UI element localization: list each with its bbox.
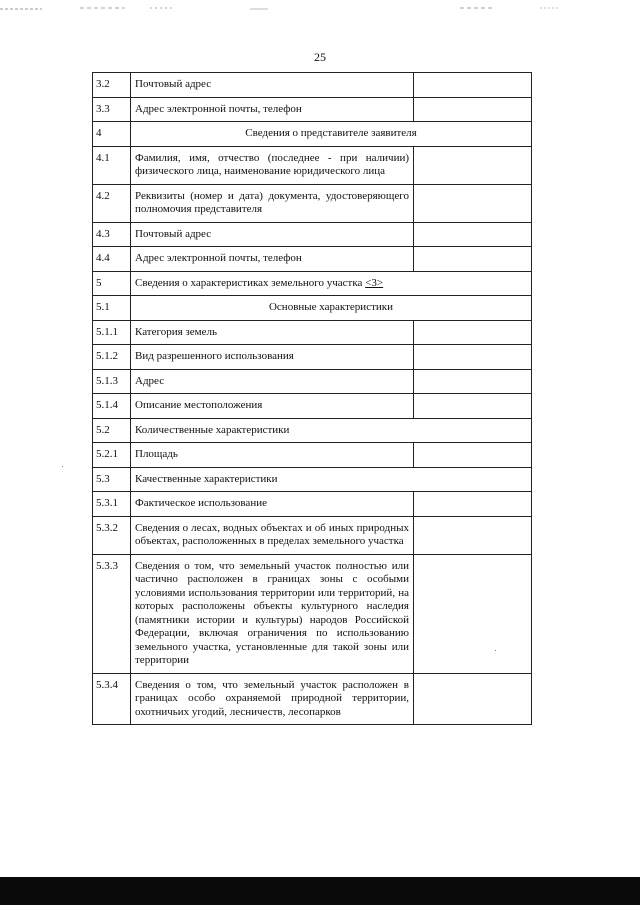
section-heading-text: Качественные характеристики: [135, 472, 278, 485]
table-row: [93, 271, 532, 296]
table-row: [93, 673, 532, 725]
field-label: Площадь: [131, 443, 414, 468]
field-label: Сведения о том, что земельный участок расположен в границах особо охраняемой природной территории, охотничьих угодий, лесничеств, лесопарков: [131, 673, 414, 725]
table-row: [93, 369, 532, 394]
field-value-cell[interactable]: [414, 146, 532, 184]
field-label: Фамилия, имя, отчество (последнее - при наличии) физического лица, наименование юридического лица: [131, 146, 414, 184]
row-number: 5.2: [93, 418, 131, 443]
row-number: 5.1.4: [93, 394, 131, 419]
field-label: Вид разрешенного использования: [131, 345, 414, 370]
field-label: Почтовый адрес: [131, 73, 414, 98]
field-value-cell[interactable]: [414, 247, 532, 272]
row-number: 5.1: [93, 296, 131, 321]
page-number: 25: [314, 50, 326, 64]
section-heading: [131, 271, 532, 296]
field-value-cell[interactable]: [414, 554, 532, 673]
section-heading: [131, 418, 532, 443]
footnote-reference[interactable]: <3>: [365, 276, 384, 289]
field-label: Сведения о том, что земельный участок полностью или частично расположен в границах зоны с особыми условиями использования территории или территорий, на которых расположены объекты культурного наследия (памятники истории и культуры) народов Российской Федерации, включая ограничения по использованию земельного участка, установленные для такой зоны или территории: [131, 554, 414, 673]
field-label: Фактическое использование: [131, 492, 414, 517]
table-row: [93, 296, 532, 321]
row-number: 5.3.4: [93, 673, 131, 725]
table-row: [93, 394, 532, 419]
field-label: Адрес: [131, 369, 414, 394]
field-value-cell[interactable]: [414, 673, 532, 725]
section-heading-text: Сведения о характеристиках земельного участка: [135, 276, 363, 289]
section-heading: Основные характеристики: [131, 296, 532, 321]
row-number: 4.2: [93, 184, 131, 222]
row-number: 4: [93, 122, 131, 147]
field-value-cell[interactable]: [414, 369, 532, 394]
table-row: [93, 443, 532, 468]
table-row: [93, 247, 532, 272]
table-row: [93, 184, 532, 222]
row-number: 5.2.1: [93, 443, 131, 468]
row-number: 3.2: [93, 73, 131, 98]
scan-speck: [495, 650, 496, 651]
row-number: 5.1.2: [93, 345, 131, 370]
field-value-cell[interactable]: [414, 320, 532, 345]
field-value-cell[interactable]: [414, 443, 532, 468]
table-row: [93, 222, 532, 247]
table-row: [93, 418, 532, 443]
table-row: [93, 97, 532, 122]
field-value-cell[interactable]: [414, 492, 532, 517]
table-row: [93, 345, 532, 370]
table-row: [93, 492, 532, 517]
field-label: Реквизиты (номер и дата) документа, удостоверяющего полномочия представителя: [131, 184, 414, 222]
row-number: 5: [93, 271, 131, 296]
row-number: 5.3.2: [93, 516, 131, 554]
row-number: 5.1.1: [93, 320, 131, 345]
field-value-cell[interactable]: [414, 97, 532, 122]
scan-edge-artifacts: [0, 0, 640, 14]
section-heading: Сведения о представителе заявителя: [131, 122, 532, 147]
row-number: 5.3: [93, 467, 131, 492]
scan-bottom-edge: [0, 877, 640, 905]
field-value-cell[interactable]: [414, 222, 532, 247]
row-number: 5.3.3: [93, 554, 131, 673]
field-label: Категория земель: [131, 320, 414, 345]
table-row: [93, 467, 532, 492]
row-number: 4.4: [93, 247, 131, 272]
scan-speck: [62, 466, 63, 467]
section-heading-text: Количественные характеристики: [135, 423, 290, 436]
field-value-cell[interactable]: [414, 516, 532, 554]
field-label: Адрес электронной почты, телефон: [131, 97, 414, 122]
field-value-cell[interactable]: [414, 345, 532, 370]
table-row: [93, 516, 532, 554]
table-row: [93, 122, 532, 147]
field-label: Сведения о лесах, водных объектах и об иных природных объектах, расположенных в пределах земельного участка: [131, 516, 414, 554]
table-row: [93, 146, 532, 184]
field-value-cell[interactable]: [414, 73, 532, 98]
section-heading: [131, 467, 532, 492]
row-number: 3.3: [93, 97, 131, 122]
field-label: Описание местоположения: [131, 394, 414, 419]
row-number: 5.1.3: [93, 369, 131, 394]
field-value-cell[interactable]: [414, 394, 532, 419]
field-value-cell[interactable]: [414, 184, 532, 222]
application-form-table: [92, 72, 532, 725]
row-number: 5.3.1: [93, 492, 131, 517]
row-number: 4.1: [93, 146, 131, 184]
row-number: 4.3: [93, 222, 131, 247]
table-row: [93, 554, 532, 673]
table-row: [93, 320, 532, 345]
field-label: Адрес электронной почты, телефон: [131, 247, 414, 272]
field-label: Почтовый адрес: [131, 222, 414, 247]
table-row: [93, 73, 532, 98]
